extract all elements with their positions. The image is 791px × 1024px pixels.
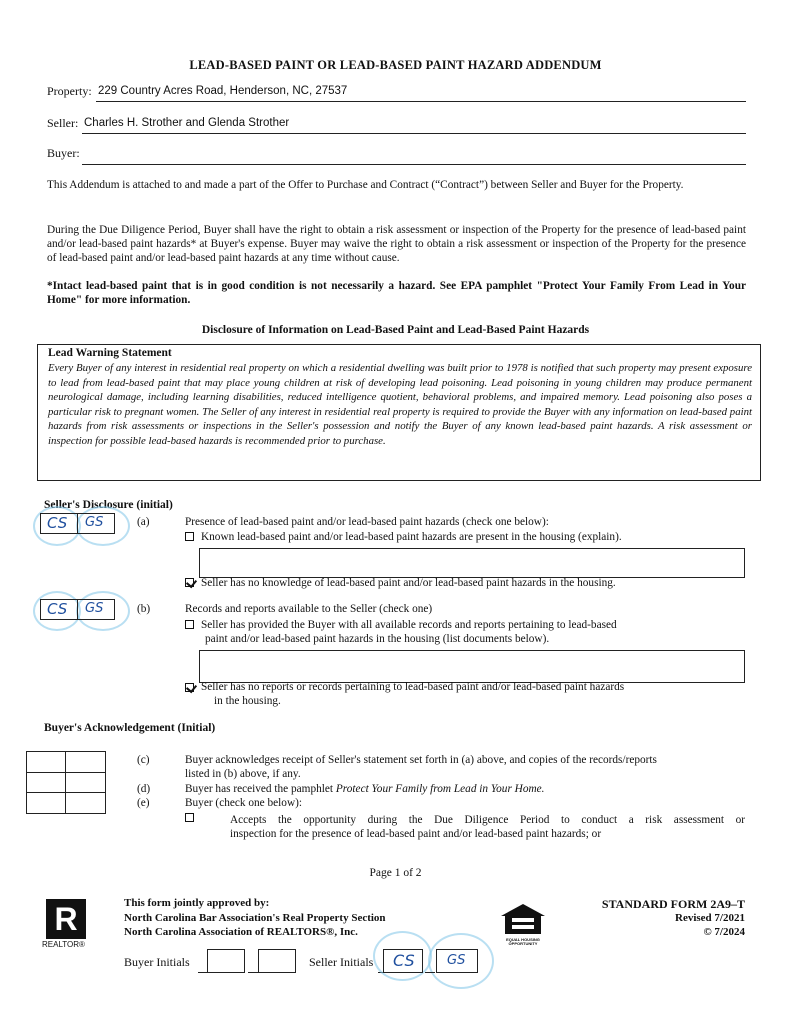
- item-b-option2-checkbox[interactable]: [185, 683, 194, 692]
- item-a-explain-field[interactable]: [199, 548, 745, 578]
- item-e-option1-line1: Accepts the opportunity during the Due Diligence Period to conduct a risk assessment or: [230, 814, 745, 826]
- seller-initial-a2: GS: [85, 515, 104, 530]
- seller-disclosure-heading: Seller's Disclosure (initial): [44, 499, 173, 511]
- item-e-letter: (e): [137, 797, 150, 809]
- seller-initial-box-a2[interactable]: [77, 513, 115, 534]
- footer-seller-initial-box-1[interactable]: [383, 949, 423, 973]
- lead-warning-text: Every Buyer of any interest in residential real property on which a residential dwelling was built prior to 1978 is notified that such property may present exposure to lead from lead-based paint that may place young children at risk of developing lead poisoning. Lead poisoning in young children may produce permanent neurological damage, including learning disabilities, reduced intelligence quotient, behavioral problems, and impaired memory. Lead poisoning also poses a particular risk to pregnant women. The Seller of any interest in residential real property is required to provide the Buyer with any information on lead-based paint hazards from risk assessments or inspections in the Seller's possession and notify the Buyer of any known lead-based paint hazards. A risk assessment or inspection for possible lead-based hazards is recommended prior to purchase.: [48, 362, 752, 447]
- footer-seller-initial-2: GS: [447, 953, 466, 968]
- item-b-option1-checkbox[interactable]: [185, 620, 194, 629]
- property-underline: [96, 101, 746, 102]
- item-b-option1-line2: paint and/or lead-based paint hazards in the housing (list documents below).: [205, 633, 550, 645]
- realtor-logo-letter: R: [54, 901, 78, 937]
- seller-initial-box-a1[interactable]: [40, 513, 78, 534]
- approved-by-line2: North Carolina Bar Association's Real Property Section: [124, 912, 386, 924]
- item-c-line1: Buyer acknowledges receipt of Seller's statement set forth in (a) above, and copies of the records/reports: [185, 754, 657, 766]
- item-a-option1-checkbox[interactable]: [185, 532, 194, 541]
- addendum-intro-paragraph: This Addendum is attached to and made a part of the Offer to Purchase and Contract (“Contract”) between Seller and Buyer for the Property.: [47, 179, 684, 191]
- form-id: STANDARD FORM 2A9–T: [601, 897, 745, 911]
- disclosure-heading: Disclosure of Information on Lead-Based Paint and Lead-Based Paint Hazards: [201, 324, 590, 336]
- item-d-letter: (d): [137, 783, 151, 795]
- seller-initial-a1: CS: [47, 514, 68, 532]
- footer-seller-initial-1: CS: [393, 951, 415, 970]
- seller-initial-box-b2[interactable]: [77, 599, 115, 620]
- item-a-text: Presence of lead-based paint and/or lead-based paint hazards (check one below):: [185, 516, 549, 528]
- item-b-text: Records and reports available to the Seller (check one): [185, 603, 433, 615]
- equal-housing-icon: [500, 903, 546, 946]
- buyer-initial-box-c2[interactable]: [65, 751, 106, 773]
- seller-underline: [82, 133, 746, 134]
- buyer-label: Buyer:: [47, 146, 80, 160]
- footer-buyer-initial-box-1[interactable]: [207, 949, 245, 973]
- item-b-option2-line1: Seller has no reports or records pertaining to lead-based paint and/or lead-based paint hazards: [201, 681, 625, 693]
- revised-date: Revised 7/2021: [675, 912, 745, 924]
- property-label: Property:: [47, 84, 92, 98]
- item-a-letter: (a): [137, 516, 150, 528]
- item-e-option1-line2: inspection for the presence of lead-based paint and/or lead-based paint hazards; or: [230, 828, 602, 840]
- item-a-option2-checkbox[interactable]: [185, 578, 194, 587]
- buyer-initials-underline: [248, 972, 258, 973]
- buyer-underline: [82, 164, 746, 165]
- item-d-pamphlet-title: Protect Your Family from Lead in Your Home.: [335, 783, 545, 795]
- buyer-initial-box-e2[interactable]: [65, 792, 106, 814]
- item-c-line2: listed in (b) above, if any.: [185, 768, 301, 780]
- item-d-text-plain: Buyer has received the pamphlet: [185, 783, 336, 795]
- seller-initials-label: Seller Initials: [309, 955, 374, 969]
- seller-initials-underline: [425, 972, 435, 973]
- page-number: Page 1 of 2: [369, 867, 422, 879]
- item-e-text: Buyer (check one below):: [185, 797, 303, 809]
- realtor-logo-text: REALTOR®: [42, 940, 85, 949]
- buyer-initials-label: Buyer Initials: [124, 955, 190, 969]
- approved-by-line1: This form jointly approved by:: [124, 897, 270, 909]
- seller-label: Seller:: [47, 116, 79, 130]
- item-b-documents-field[interactable]: [199, 650, 745, 683]
- item-d-text: [185, 782, 544, 796]
- item-b-option1-line1: Seller has provided the Buyer with all available records and reports pertaining to lead-based: [201, 619, 617, 631]
- buyer-initial-box-c1[interactable]: [26, 751, 66, 773]
- item-a-option2-text: Seller has no knowledge of lead-based paint and/or lead-based paint hazards in the housing.: [201, 577, 616, 589]
- lead-warning-title: Lead Warning Statement: [48, 347, 172, 359]
- item-e-option1-checkbox[interactable]: [185, 813, 194, 822]
- seller-value[interactable]: Charles H. Strother and Glenda Strother: [84, 117, 290, 129]
- buyer-ack-heading: Buyer's Acknowledgement (Initial): [44, 722, 216, 734]
- document-title: LEAD-BASED PAINT OR LEAD-BASED PAINT HAZARD ADDENDUM: [189, 58, 602, 72]
- item-a-option1-text: Known lead-based paint and/or lead-based paint hazards are present in the housing (explain).: [201, 531, 622, 543]
- footer-seller-initial-box-2[interactable]: [436, 949, 478, 973]
- seller-initial-b1: CS: [47, 600, 68, 618]
- lead-warning-box: [37, 344, 761, 481]
- item-c-letter: (c): [137, 754, 150, 766]
- property-value[interactable]: 229 Country Acres Road, Henderson, NC, 27537: [98, 85, 348, 97]
- seller-initial-box-b1[interactable]: [40, 599, 78, 620]
- realtor-logo: [46, 899, 86, 939]
- item-b-option2-line2: in the housing.: [214, 695, 281, 707]
- buyer-initial-box-e1[interactable]: [26, 792, 66, 814]
- equal-housing-text: EQUAL HOUSING OPPORTUNITY: [506, 937, 540, 946]
- buyer-initial-box-d2[interactable]: [65, 772, 106, 793]
- item-b-letter: (b): [137, 603, 151, 615]
- seller-initial-b2: GS: [85, 601, 104, 616]
- buyer-initial-box-d1[interactable]: [26, 772, 66, 793]
- intact-paint-note: *Intact lead-based paint that is in good condition is not necessarily a hazard. See EPA pamphlet "Protect Your Family From Lead in Your Home" for more information.: [47, 280, 746, 306]
- due-diligence-paragraph: During the Due Diligence Period, Buyer shall have the right to obtain a risk assessment or inspection of the Property for the presence of lead-based paint and/or lead-based paint hazards* at Buyer's expense. Buyer may waive the right to obtain a risk assessment or inspection of the Property for the presence of lead-based paint and/or lead-based paint hazards at any time without cause.: [47, 224, 746, 264]
- footer-buyer-initial-box-2[interactable]: [258, 949, 296, 973]
- copyright-date: © 7/2024: [703, 926, 745, 938]
- approved-by-line3: North Carolina Association of REALTORS®, Inc.: [124, 926, 358, 938]
